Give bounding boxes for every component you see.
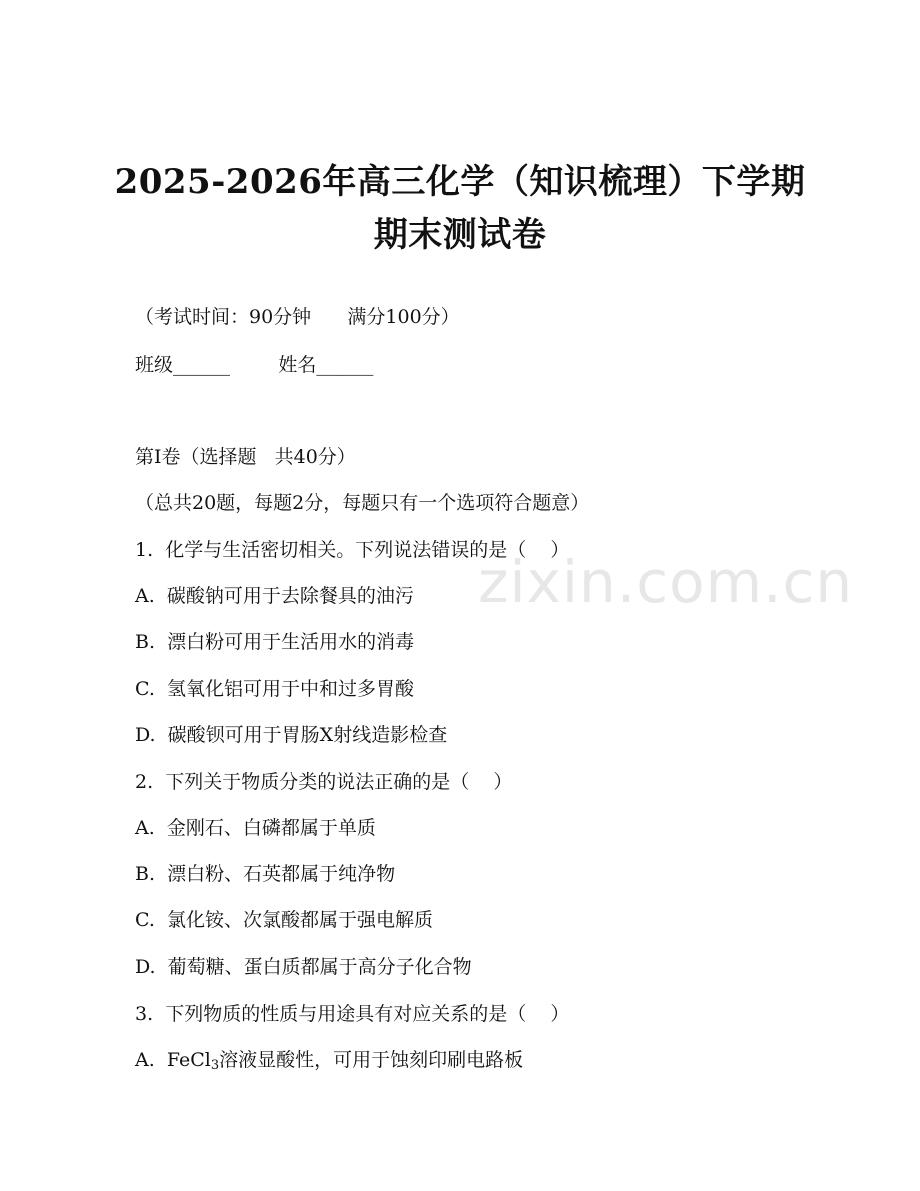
section-title: 第I卷（选择题 共40分）: [135, 446, 356, 468]
exam-time-score: （考试时间：90分钟 满分100分）: [135, 306, 460, 328]
question-1-stem: 1. 化学与生活密切相关。下列说法错误的是（ ）: [135, 539, 570, 561]
option-a-prefix: A. FeCl: [135, 1049, 211, 1071]
subscript-3: 3: [210, 1058, 220, 1073]
question-1-option-b: B. 漂白粉可用于生活用水的消毒: [135, 631, 415, 653]
question-3-stem: 3. 下列物质的性质与用途具有对应关系的是（ ）: [135, 1003, 570, 1025]
exam-title-line2: 期末测试卷: [373, 215, 547, 255]
question-1-option-a: A. 碳酸钠可用于去除餐具的油污: [135, 585, 414, 607]
exam-title-line1: 2025-2026年高三化学（知识梳理）下学期: [114, 162, 806, 202]
watermark-text: zixin.com.cn: [478, 548, 854, 616]
question-2-option-b: B. 漂白粉、石英都属于纯净物: [135, 863, 396, 885]
question-1-option-d: D. 碳酸钡可用于胃肠X射线造影检查: [135, 724, 448, 746]
question-2-option-a: A. 金刚石、白磷都属于单质: [135, 817, 376, 839]
question-3-option-a: [135, 1045, 523, 1073]
option-a-suffix: 溶液显酸性，可用于蚀刻印刷电路板: [219, 1049, 524, 1071]
question-2-stem: 2. 下列关于物质分类的说法正确的是（ ）: [135, 771, 513, 793]
class-name-fields: 班级______ 姓名______: [135, 354, 374, 376]
question-2-option-c: C. 氯化铵、次氯酸都属于强电解质: [135, 909, 433, 931]
question-2-option-d: D. 葡萄糖、蛋白质都属于高分子化合物: [135, 956, 472, 978]
question-1-option-c: C. 氢氧化铝可用于中和过多胃酸: [135, 678, 414, 700]
section-note: （总共20题，每题2分，每题只有一个选项符合题意）: [135, 492, 590, 514]
